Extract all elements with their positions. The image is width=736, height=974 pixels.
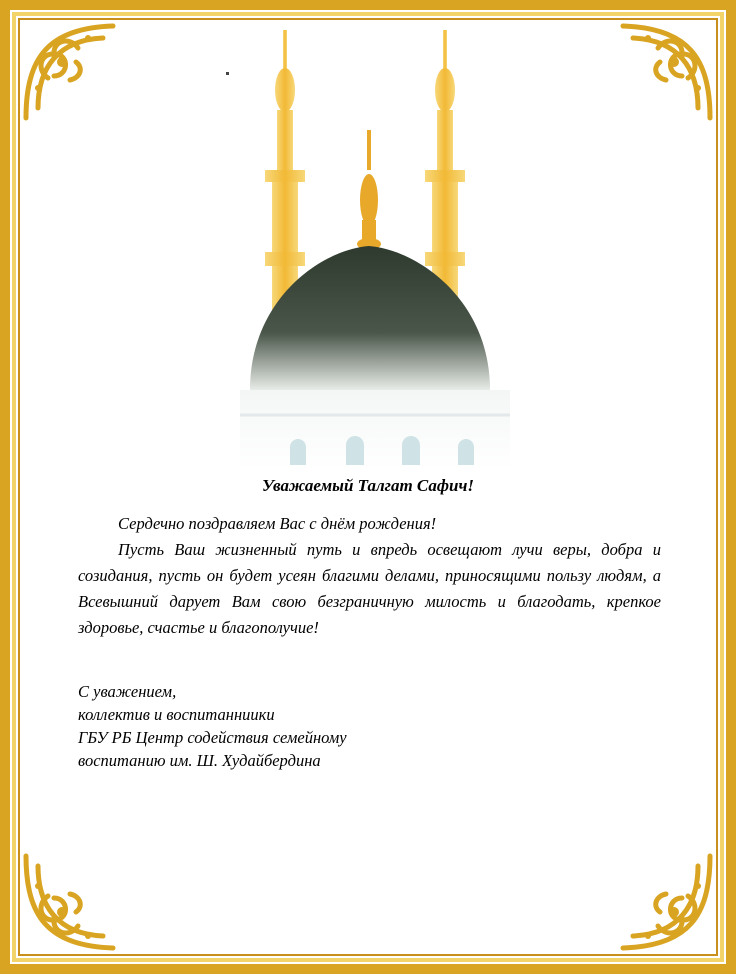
- paragraph: Сердечно поздравляем Вас с днём рождения!: [118, 514, 437, 533]
- signature-line: воспитанию им. Ш. Худайбердина: [78, 751, 321, 770]
- crescent-icon: [360, 116, 378, 125]
- signature-line: коллектив и воспитанниики: [78, 705, 275, 724]
- ornament-icon: [18, 846, 128, 956]
- paragraph: Пусть Ваш жизненный путь и впредь освещают лучи веры, добра и созидания, пусть он будет усеян благими делами, приносящими пользу людям, а Всевышний дарует Вам свою безграничную милость и благодать, крепкое здоровье, счастье и благополучие!: [78, 540, 661, 637]
- ornament-icon: [608, 18, 718, 128]
- greeting-title: Уважаемый Талгат Сафич!: [261, 476, 475, 495]
- ornament-icon: [18, 18, 128, 128]
- signature-line: ГБУ РБ Центр содействия семейному: [78, 728, 347, 747]
- stray-dot: [226, 72, 229, 75]
- signature-line: С уважением,: [78, 682, 177, 701]
- mosque-icon: [230, 20, 520, 470]
- letter-body: [78, 511, 661, 641]
- signature-block: [78, 680, 578, 772]
- ornament-icon: [608, 846, 718, 956]
